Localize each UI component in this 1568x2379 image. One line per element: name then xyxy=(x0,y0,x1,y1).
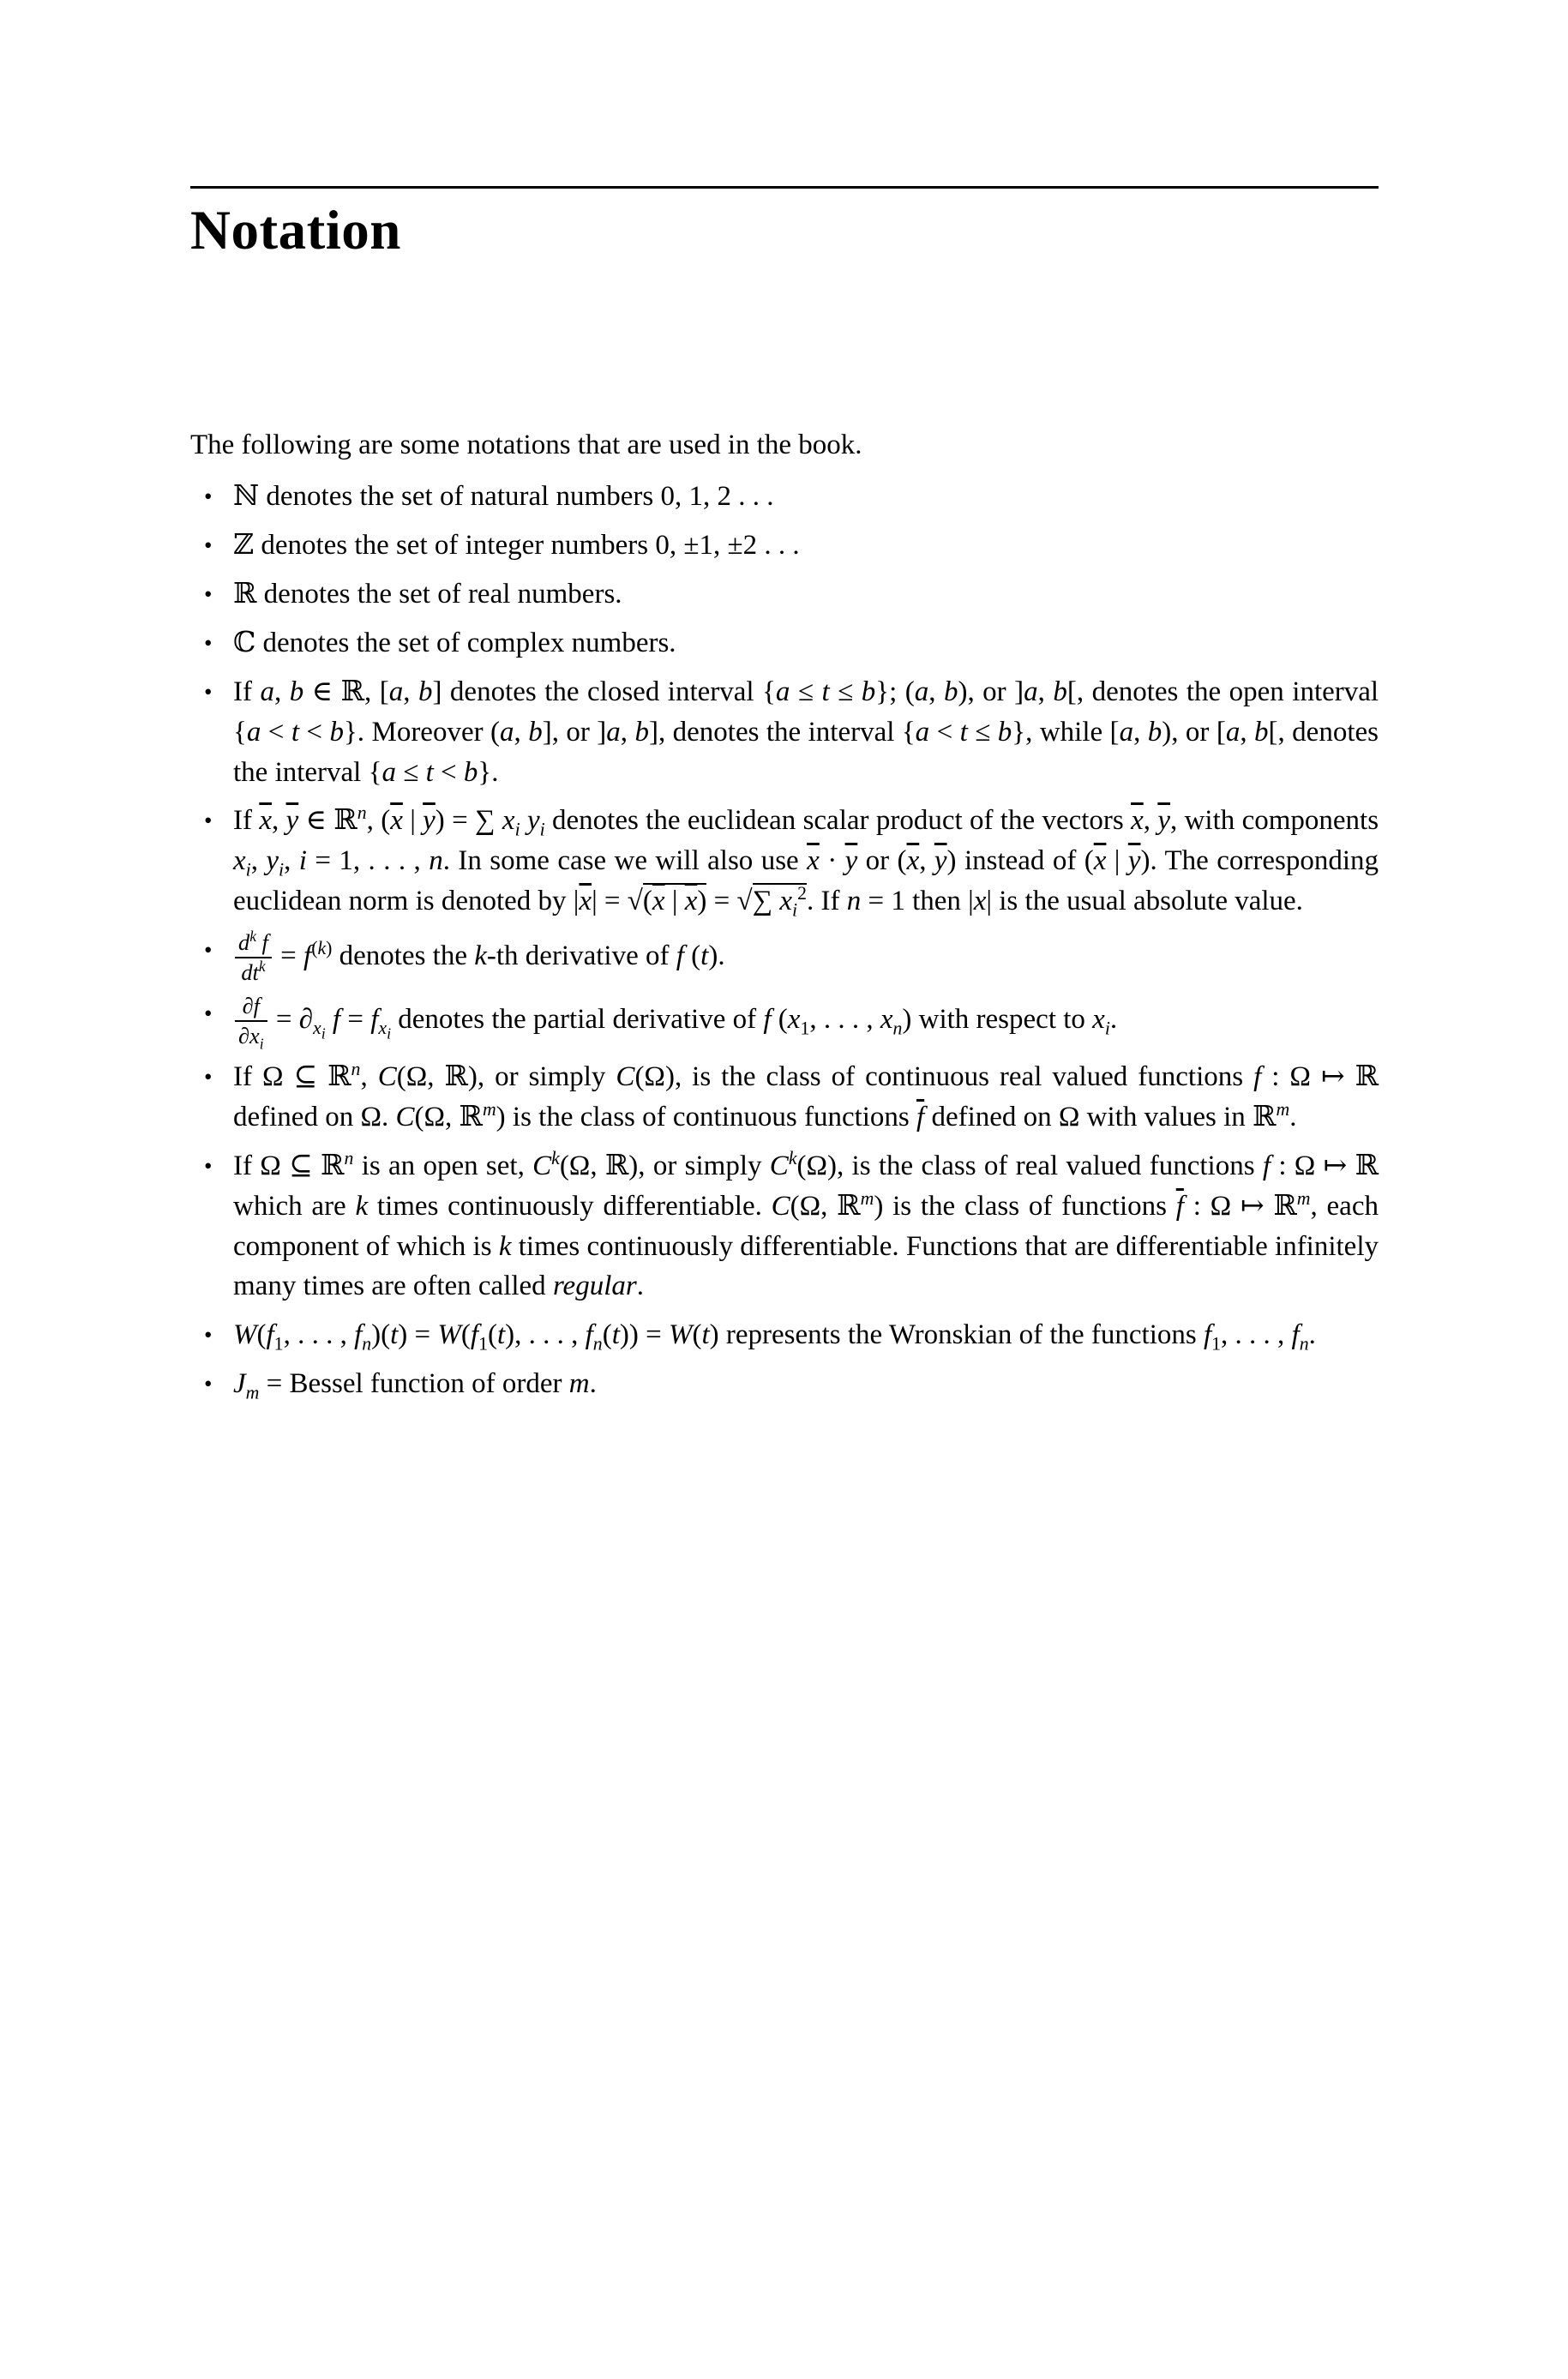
intro-paragraph: The following are some notations that are used in the book. xyxy=(190,429,862,460)
notation-item-text: ℕ denotes the set of natural numbers 0, 1, 2 . . . xyxy=(233,481,774,513)
notation-item xyxy=(190,1057,1379,1138)
bullet-icon: • xyxy=(204,1371,213,1397)
bullet-icon: • xyxy=(204,629,213,656)
notation-item xyxy=(190,574,1379,615)
notation-item-text: If $\overline{x}$, $\overline{y}$ ∈ ℝ$^n$, ($\overline{x}$ | $\overline{y}$) = ∑ $x_i$ $y_i$ denotes the euclidean scalar product of the vectors $\overline{x}$, $\overline{y}$, with components $x_i$, $y_i$, i = 1, . . . , n. In some case we will also use $\overline{x} \cdot \overline{y}$ or ($\overline{x}$, $\overline{y}$) instead of ($\overline{x}$ | $\overline{y}$). The corresponding euclidean norm is denoted by $|\overline{x}| = √(\overline{x}$ | $\overline{x}$) = √∑ $x_i^2$. If n = 1 then |x| is the usual absolute value. xyxy=(233,802,1379,921)
notation-item-text: If Ω ⊆ ℝ$^n$ is an open set, $C^k(\Omega$, ℝ), or simply $C^k(\Omega)$, is the class of real valued functions f : Ω ↦ ℝ which are k times continuously differentiable. C(Ω, ℝ$^m$) is the class of functions $\overline{f}$ : Ω ↦ ℝ$^m$, each component of which is k times continuously differentiable. Functions that are differentiable infinitely many times are often called regular. xyxy=(233,1147,1379,1302)
bullet-icon: • xyxy=(204,808,213,834)
bullet-icon: • xyxy=(204,1000,213,1027)
notation-item-text: If a, b ∈ ℝ, [a, b] denotes the closed interval {a ≤ t ≤ b}; (a, b), or ]a, b[, denotes the open interval {a < t < b}. Moreover (a, b], or ]a, b], denotes the interval {a < t ≤ b}, while [a, b), or [a, b[, denotes the interval {a ≤ t < b}. xyxy=(233,676,1379,788)
notation-item-text: $\frac{d^k f}{dt^k}$ = $f^{(k)}$ denotes the k-th derivative of f (t). xyxy=(233,940,725,971)
notation-item-text: $\frac{\partial f}{\partial x_i}$ = $\partial_{x_i}$ $f = f_{x_i}$ denotes the partial derivative of f ($x_1$, . . . , $x_n$) with respect to $x_i$. xyxy=(233,1004,1117,1035)
page-title: Notation xyxy=(190,200,401,261)
bullet-icon: • xyxy=(204,1152,213,1179)
bullet-icon: • xyxy=(204,484,213,510)
notation-item-text: $W(f_1$, . . . , $f_n)(t) = W(f_1(t)$, . . . , $f_n(t)) = W(t)$ represents the Wronskian of the functions $f_1$, . . . , $f_n$. xyxy=(233,1319,1316,1355)
notation-item xyxy=(190,1146,1379,1307)
notation-item xyxy=(190,477,1379,517)
bullet-icon: • xyxy=(204,581,213,608)
notation-item xyxy=(190,1364,1379,1404)
page-content xyxy=(190,186,1379,1404)
chapter-rule xyxy=(190,186,1379,189)
notation-item xyxy=(190,993,1379,1053)
notation-list xyxy=(190,477,1379,1404)
bullet-icon: • xyxy=(204,1064,213,1090)
notation-item-text: ℝ denotes the set of real numbers. xyxy=(233,579,622,610)
bullet-icon: • xyxy=(204,936,213,963)
bullet-icon: • xyxy=(204,532,213,559)
notation-item xyxy=(190,526,1379,566)
bullet-icon: • xyxy=(204,678,213,705)
notation-item-text: If Ω ⊆ ℝ$^n$, C(Ω, ℝ), or simply C(Ω), is the class of continuous real valued functions f : Ω ↦ ℝ defined on Ω. C(Ω, ℝ$^m$) is the class of continuous functions $\overline{f}$ defined on Ω with values in ℝ$^m$. xyxy=(233,1059,1379,1132)
notation-item xyxy=(190,672,1379,793)
notation-item-text: ℤ denotes the set of integer numbers 0, ±1, ±2 . . . xyxy=(233,530,800,562)
bullet-icon: • xyxy=(204,1322,213,1349)
notation-item xyxy=(190,930,1379,985)
notation-item-text: $J_m$ = Bessel function of order m. xyxy=(233,1368,597,1403)
notation-item-text: ℂ denotes the set of complex numbers. xyxy=(233,627,676,658)
notation-item xyxy=(190,623,1379,664)
notation-item xyxy=(190,1315,1379,1355)
notation-item xyxy=(190,801,1379,922)
